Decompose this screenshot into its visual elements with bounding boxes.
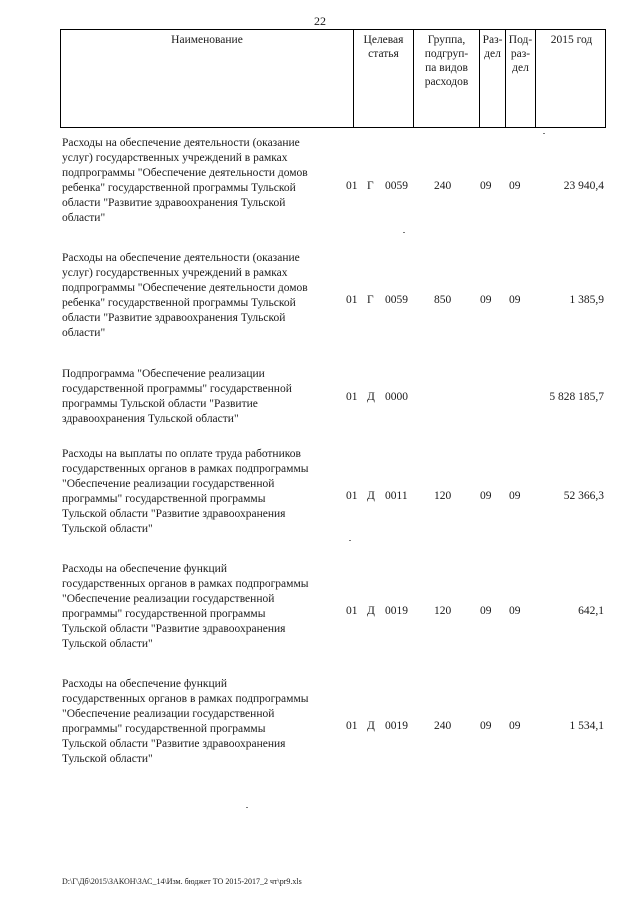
row-name-line: Тульской области" xyxy=(62,753,153,765)
row-name-line: здравоохранения Тульской области" xyxy=(62,413,239,425)
subsection-value: 09 xyxy=(509,605,521,617)
section-value: 09 xyxy=(480,490,492,502)
target-code-program: 01 xyxy=(346,391,358,403)
row-name xyxy=(62,562,347,652)
row-name-line: "Обеспечение реализации государственной xyxy=(62,708,275,720)
expense-group-value: 120 xyxy=(434,490,452,502)
target-code-program: 01 xyxy=(346,490,358,502)
target-code-subprogram: Д xyxy=(367,391,375,403)
amount-value: 23 940,4 xyxy=(563,180,604,192)
header-name-label: Наименование xyxy=(171,34,243,46)
header-section xyxy=(479,30,505,127)
header-target-article xyxy=(353,30,413,127)
header-group-line: па видов xyxy=(425,62,468,74)
target-code-program: 01 xyxy=(346,180,358,192)
target-code-subprogram: Д xyxy=(367,605,375,617)
target-code-direction: 0059 xyxy=(385,180,408,192)
row-name-line: государственных органов в рамках подпрограммы xyxy=(62,578,309,590)
header-subsection xyxy=(505,30,535,127)
table-header xyxy=(60,29,606,128)
target-code-program: 01 xyxy=(346,720,358,732)
row-name-line: программы Тульской области "Развитие xyxy=(62,398,258,410)
expense-group-value: 240 xyxy=(434,180,452,192)
header-year xyxy=(535,30,607,127)
target-code-subprogram: Д xyxy=(367,720,375,732)
target-code-subprogram: Д xyxy=(367,490,375,502)
header-target-line: Целевая xyxy=(363,34,404,46)
section-value: 09 xyxy=(480,294,492,306)
row-name-line: Тульской области "Развитие здравоохранения xyxy=(62,738,286,750)
row-name-line: Расходы на обеспечение функций xyxy=(62,678,227,690)
section-value: 09 xyxy=(480,720,492,732)
row-name-line: области" xyxy=(62,212,106,224)
row-name-line: программы" государственной программы xyxy=(62,608,266,620)
row-name-line: Тульской области "Развитие здравоохранения xyxy=(62,508,286,520)
subsection-value: 09 xyxy=(509,720,521,732)
scan-speck xyxy=(246,807,248,808)
header-subsection-line: дел xyxy=(512,62,529,74)
row-name xyxy=(62,251,347,341)
row-name-line: области "Развитие здравоохранения Тульской xyxy=(62,197,286,209)
scan-speck xyxy=(543,133,545,134)
subsection-value: 09 xyxy=(509,490,521,502)
row-name-line: государственных органов в рамках подпрограммы xyxy=(62,463,309,475)
amount-value: 642,1 xyxy=(578,605,604,617)
target-code-direction: 0059 xyxy=(385,294,408,306)
row-name-line: ребенка" государственной программы Тульской xyxy=(62,182,296,194)
row-name-line: Расходы на обеспечение деятельности (оказание xyxy=(62,137,300,149)
footer-file-path: D:\Г\Дб\2015\ЗАКОН\ЗАС_14\Изм. бюджет ТО 2015-2017_2 чт\pr9.xls xyxy=(62,877,302,886)
row-name-line: подпрограммы "Обеспечение деятельности домов xyxy=(62,282,308,294)
target-code-subprogram: Г xyxy=(367,180,374,192)
target-code-direction: 0019 xyxy=(385,720,408,732)
row-name-line: Тульской области "Развитие здравоохранения xyxy=(62,623,286,635)
row-name-line: государственных органов в рамках подпрограммы xyxy=(62,693,309,705)
row-name-line: Расходы на обеспечение функций xyxy=(62,563,227,575)
row-name-line: "Обеспечение реализации государственной xyxy=(62,478,275,490)
target-code-subprogram: Г xyxy=(367,294,374,306)
amount-value: 1 534,1 xyxy=(569,720,604,732)
header-target-line: статья xyxy=(368,48,399,60)
target-code-direction: 0011 xyxy=(385,490,408,502)
row-name-line: Подпрограмма "Обеспечение реализации xyxy=(62,368,265,380)
row-name-line: Тульской области" xyxy=(62,638,153,650)
scan-speck xyxy=(349,540,351,541)
target-code-program: 01 xyxy=(346,605,358,617)
target-code-program: 01 xyxy=(346,294,358,306)
amount-value: 5 828 185,7 xyxy=(549,391,604,403)
row-name-line: области "Развитие здравоохранения Тульской xyxy=(62,312,286,324)
row-name-line: услуг) государственных учреждений в рамках xyxy=(62,267,288,279)
section-value: 09 xyxy=(480,605,492,617)
row-name-line: Расходы на выплаты по оплате труда работников xyxy=(62,448,301,460)
header-year-label: 2015 год xyxy=(550,34,593,46)
header-group-line: Группа, xyxy=(427,34,466,46)
row-name-line: государственной программы" государственной xyxy=(62,383,292,395)
header-group-line: расходов xyxy=(424,76,469,88)
header-group-line: подгруп- xyxy=(424,48,469,60)
row-name-line: "Обеспечение реализации государственной xyxy=(62,593,275,605)
subsection-value: 09 xyxy=(509,294,521,306)
header-subsection-line: Под- xyxy=(508,34,533,46)
expense-group-value: 240 xyxy=(434,720,452,732)
header-subsection-line: раз- xyxy=(510,48,531,60)
row-name-line: Тульской области" xyxy=(62,523,153,535)
subsection-value: 09 xyxy=(509,180,521,192)
header-expense-group xyxy=(413,30,479,127)
amount-value: 52 366,3 xyxy=(563,490,604,502)
target-code-direction: 0019 xyxy=(385,605,408,617)
header-name xyxy=(61,30,353,127)
row-name-line: подпрограммы "Обеспечение деятельности домов xyxy=(62,167,308,179)
expense-group-value: 850 xyxy=(434,294,452,306)
expense-group-value: 120 xyxy=(434,605,452,617)
row-name xyxy=(62,136,347,226)
row-name-line: области" xyxy=(62,327,106,339)
row-name-line: программы" государственной программы xyxy=(62,723,266,735)
target-code-direction: 0000 xyxy=(385,391,408,403)
row-name xyxy=(62,677,347,767)
section-value: 09 xyxy=(480,180,492,192)
row-name xyxy=(62,447,347,537)
amount-value: 1 385,9 xyxy=(569,294,604,306)
row-name-line: ребенка" государственной программы Тульской xyxy=(62,297,296,309)
row-name xyxy=(62,367,347,427)
page-number: 22 xyxy=(314,14,326,28)
header-section-line: дел xyxy=(484,48,501,60)
header-section-line: Раз- xyxy=(482,34,503,46)
row-name-line: программы" государственной программы xyxy=(62,493,266,505)
scan-speck xyxy=(403,232,405,233)
row-name-line: Расходы на обеспечение деятельности (оказание xyxy=(62,252,300,264)
row-name-line: услуг) государственных учреждений в рамках xyxy=(62,152,288,164)
